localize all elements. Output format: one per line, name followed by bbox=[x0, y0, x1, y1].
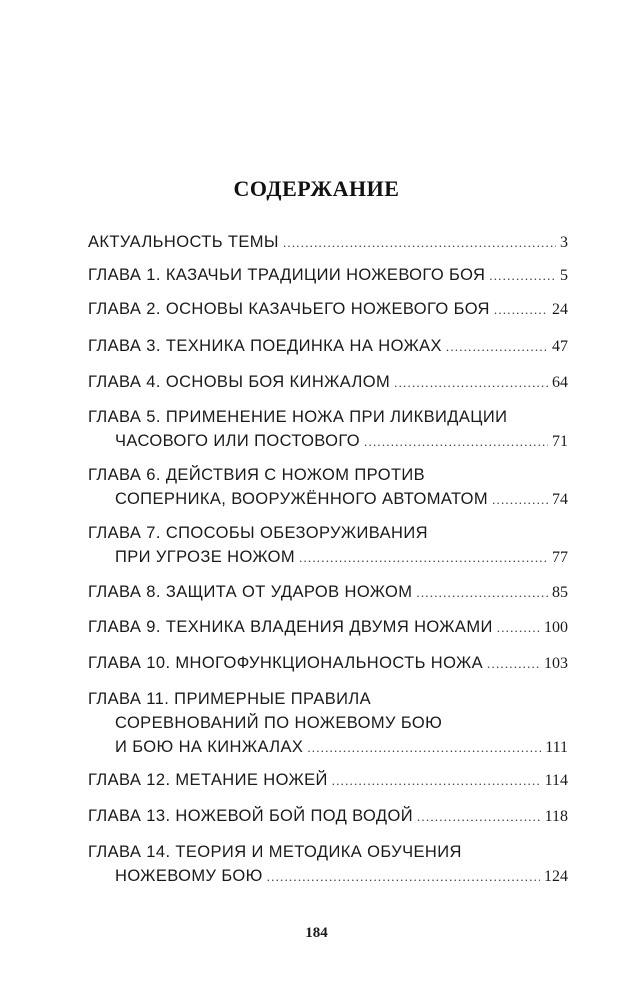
toc-page-number: 77 bbox=[552, 549, 568, 566]
toc-page-number: 103 bbox=[544, 655, 568, 672]
toc-page-number: 3 bbox=[560, 234, 568, 251]
toc-entry-text: ГЛАВА 2. ОСНОВЫ КАЗАЧЬЕГО НОЖЕВОГО БОЯ bbox=[88, 300, 490, 318]
toc-entry-text: ГЛАВА 8. ЗАЩИТА ОТ УДАРОВ НОЖОМ bbox=[88, 583, 413, 601]
dot-leader bbox=[417, 805, 541, 829]
toc-entry bbox=[88, 230, 568, 254]
toc-entry-text: ГЛАВА 11. ПРИМЕРНЫЕ ПРАВИЛА bbox=[88, 690, 372, 708]
dot-leader bbox=[267, 865, 540, 889]
toc-entry-text: ГЛАВА 5. ПРИМЕНЕНИЕ НОЖА ПРИ ЛИКВИДАЦИИ bbox=[88, 408, 508, 426]
toc-entry-text: ГЛАВА 13. НОЖЕВОЙ БОЙ ПОД ВОДОЙ bbox=[88, 807, 413, 825]
dot-leader bbox=[446, 335, 548, 359]
toc-page-number: 5 bbox=[560, 267, 568, 284]
dot-leader bbox=[307, 736, 541, 760]
toc-page-number: 74 bbox=[552, 491, 568, 508]
toc-entry-text: ГЛАВА 14. ТЕОРИЯ И МЕТОДИКА ОБУЧЕНИЯ bbox=[88, 843, 462, 861]
toc-page-number: 85 bbox=[552, 584, 568, 601]
toc-page-number: 111 bbox=[545, 739, 568, 756]
toc-title: СОДЕРЖАНИЕ bbox=[233, 176, 400, 201]
toc-entry bbox=[88, 840, 568, 888]
toc-entry-text: ЧАСОВОГО ИЛИ ПОСТОВОГО bbox=[115, 432, 361, 450]
toc-entry bbox=[88, 804, 568, 828]
dot-leader bbox=[299, 546, 548, 570]
toc-page-number: 24 bbox=[552, 301, 568, 318]
toc-entry bbox=[88, 263, 568, 287]
toc-entry-text: ГЛАВА 10. МНОГОФУНКЦИОНАЛЬНОСТЬ НОЖА bbox=[88, 654, 484, 672]
toc-entry-text: И БОЮ НА КИНЖАЛАХ bbox=[115, 738, 304, 756]
dot-leader bbox=[494, 298, 548, 322]
toc-page-number: 47 bbox=[552, 338, 568, 355]
toc-entry bbox=[88, 463, 568, 511]
toc-entry-text: СОРЕВНОВАНИЙ ПО НОЖЕВОМУ БОЮ bbox=[115, 714, 443, 732]
toc-page-number: 124 bbox=[544, 868, 568, 885]
toc-entry bbox=[88, 405, 568, 453]
toc-page-number: 71 bbox=[552, 433, 568, 450]
toc-entry bbox=[88, 370, 568, 394]
page-number: 184 bbox=[305, 925, 328, 941]
toc-entry-text: ПРИ УГРОЗЕ НОЖОМ bbox=[115, 548, 295, 566]
dot-leader bbox=[497, 616, 540, 640]
dot-leader bbox=[489, 264, 556, 288]
toc-entry-text: СОПЕРНИКА, ВООРУЖЁННОГО АВТОМАТОМ bbox=[115, 490, 489, 508]
dot-leader bbox=[394, 371, 548, 395]
toc-entry bbox=[88, 334, 568, 358]
toc-page-number: 114 bbox=[544, 772, 568, 789]
dot-leader bbox=[332, 769, 541, 793]
toc-entry bbox=[88, 651, 568, 675]
toc-entry bbox=[88, 687, 568, 759]
toc-entry bbox=[88, 521, 568, 569]
toc-page-number: 118 bbox=[544, 808, 568, 825]
dot-leader bbox=[487, 652, 540, 676]
toc-entry bbox=[88, 768, 568, 792]
dot-leader bbox=[416, 581, 548, 605]
toc-entry-text: ГЛАВА 4. ОСНОВЫ БОЯ КИНЖАЛОМ bbox=[88, 373, 391, 391]
toc-entry-text: ГЛАВА 3. ТЕХНИКА ПОЕДИНКА НА НОЖАХ bbox=[88, 337, 442, 355]
toc-entry bbox=[88, 615, 568, 639]
toc-entry-text: ГЛАВА 12. МЕТАНИЕ НОЖЕЙ bbox=[88, 771, 328, 789]
toc-page-number: 64 bbox=[552, 374, 568, 391]
toc-entry-text: НОЖЕВОМУ БОЮ bbox=[115, 867, 263, 885]
toc-entry-text: ГЛАВА 7. СПОСОБЫ ОБЕЗОРУЖИВАНИЯ bbox=[88, 524, 428, 542]
dot-leader bbox=[492, 488, 548, 512]
toc-entry bbox=[88, 297, 568, 321]
toc-page-number: 100 bbox=[544, 619, 568, 636]
toc-entry-text: АКТУАЛЬНОСТЬ ТЕМЫ bbox=[88, 233, 279, 251]
dot-leader bbox=[364, 430, 548, 454]
toc-entry bbox=[88, 580, 568, 604]
toc-entry-text: ГЛАВА 6. ДЕЙСТВИЯ С НОЖОМ ПРОТИВ bbox=[88, 466, 426, 484]
toc-entry-text: ГЛАВА 9. ТЕХНИКА ВЛАДЕНИЯ ДВУМЯ НОЖАМИ bbox=[88, 618, 493, 636]
toc-entry-text: ГЛАВА 1. КАЗАЧЬИ ТРАДИЦИИ НОЖЕВОГО БОЯ bbox=[88, 266, 486, 284]
dot-leader bbox=[283, 231, 556, 255]
